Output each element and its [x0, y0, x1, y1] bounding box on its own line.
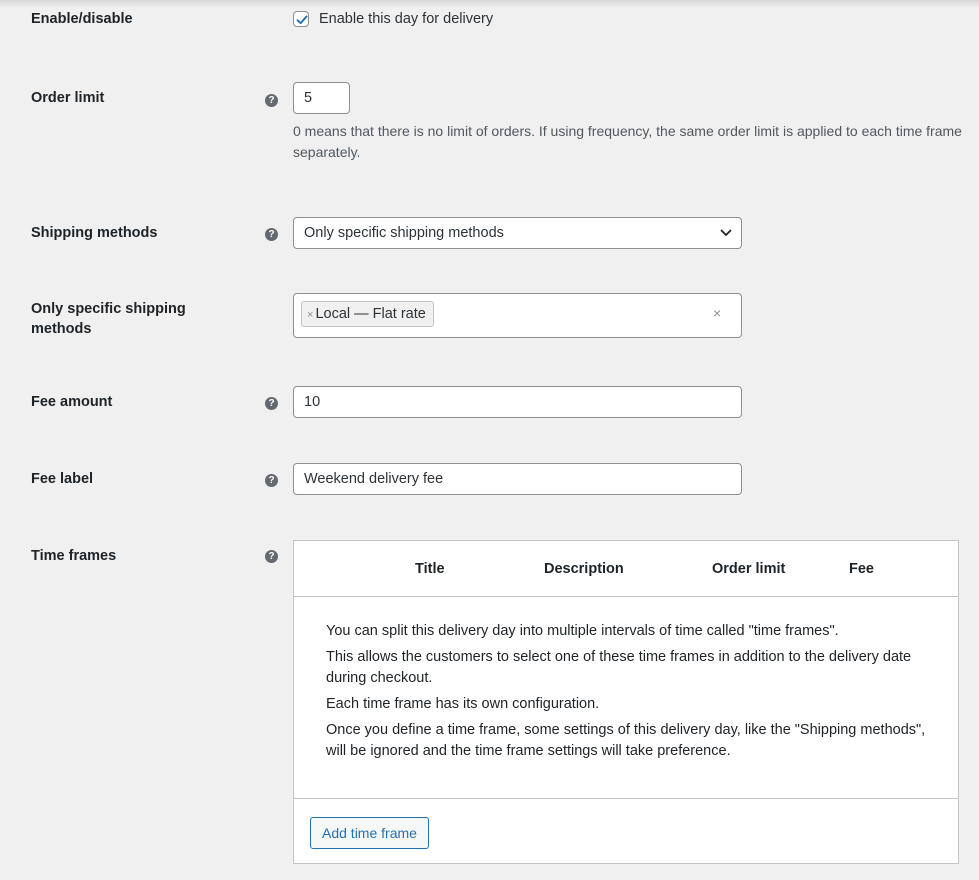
help-icon[interactable]: ?: [265, 94, 278, 107]
time-frames-empty-message: [326, 621, 936, 767]
order-limit-label: Order limit: [31, 90, 105, 106]
checkmark-icon: [295, 13, 309, 27]
fee-label-label: Fee label: [31, 471, 94, 487]
enable-day-checkbox-label[interactable]: Enable this day for delivery: [319, 11, 494, 27]
shipping-methods-label: Shipping methods: [31, 225, 158, 241]
column-header-order-limit: Order limit: [712, 561, 786, 577]
help-icon[interactable]: ?: [265, 228, 278, 241]
column-header-title: Title: [415, 561, 445, 577]
help-icon[interactable]: ?: [265, 397, 278, 410]
specific-shipping-methods-multiselect[interactable]: [293, 293, 742, 338]
specific-shipping-methods-label: Only specific shipping methods: [31, 301, 186, 337]
order-limit-input[interactable]: 5: [293, 82, 350, 114]
fee-amount-input[interactable]: 10: [293, 386, 742, 418]
time-frames-label: Time frames: [31, 548, 117, 564]
add-time-frame-button[interactable]: Add time frame: [310, 817, 429, 849]
enable-label: Enable/disable: [31, 11, 133, 27]
time-frames-table: [293, 540, 959, 864]
fee-label-input[interactable]: Weekend delivery fee: [293, 463, 742, 495]
top-shadow: [0, 0, 979, 8]
table-header: [294, 541, 958, 597]
enable-day-checkbox[interactable]: [293, 11, 309, 27]
table-footer: [294, 798, 958, 864]
empty-message-line: Each time frame has its own configuration.: [326, 696, 600, 712]
empty-message-line: You can split this delivery day into multiple intervals of time called "time frames".: [326, 623, 839, 639]
help-icon[interactable]: ?: [265, 474, 278, 487]
fee-amount-label: Fee amount: [31, 394, 113, 410]
column-header-description: Description: [544, 561, 624, 577]
help-icon[interactable]: ?: [265, 550, 278, 563]
chevron-down-icon: [720, 229, 732, 237]
tag-label: Local — Flat rate: [315, 306, 426, 322]
column-header-fee: Fee: [849, 561, 874, 577]
tag-remove-icon[interactable]: ×: [307, 309, 314, 321]
clear-selection-icon[interactable]: ×: [713, 305, 722, 321]
shipping-methods-select[interactable]: [293, 217, 742, 249]
empty-message-line: Once you define a time frame, some settings of this delivery day, like the "Shipping methods", will be ignored and the time frame settings will take preference.: [326, 722, 926, 759]
shipping-methods-selected-value: Only specific shipping methods: [304, 225, 504, 241]
empty-message-line: This allows the customers to select one of these time frames in addition to the delivery date during checkout.: [326, 649, 912, 686]
order-limit-description: 0 means that there is no limit of orders. If using frequency, the same order limit is applied to each time frame separately.: [293, 123, 962, 160]
selected-method-tag: [301, 301, 434, 327]
